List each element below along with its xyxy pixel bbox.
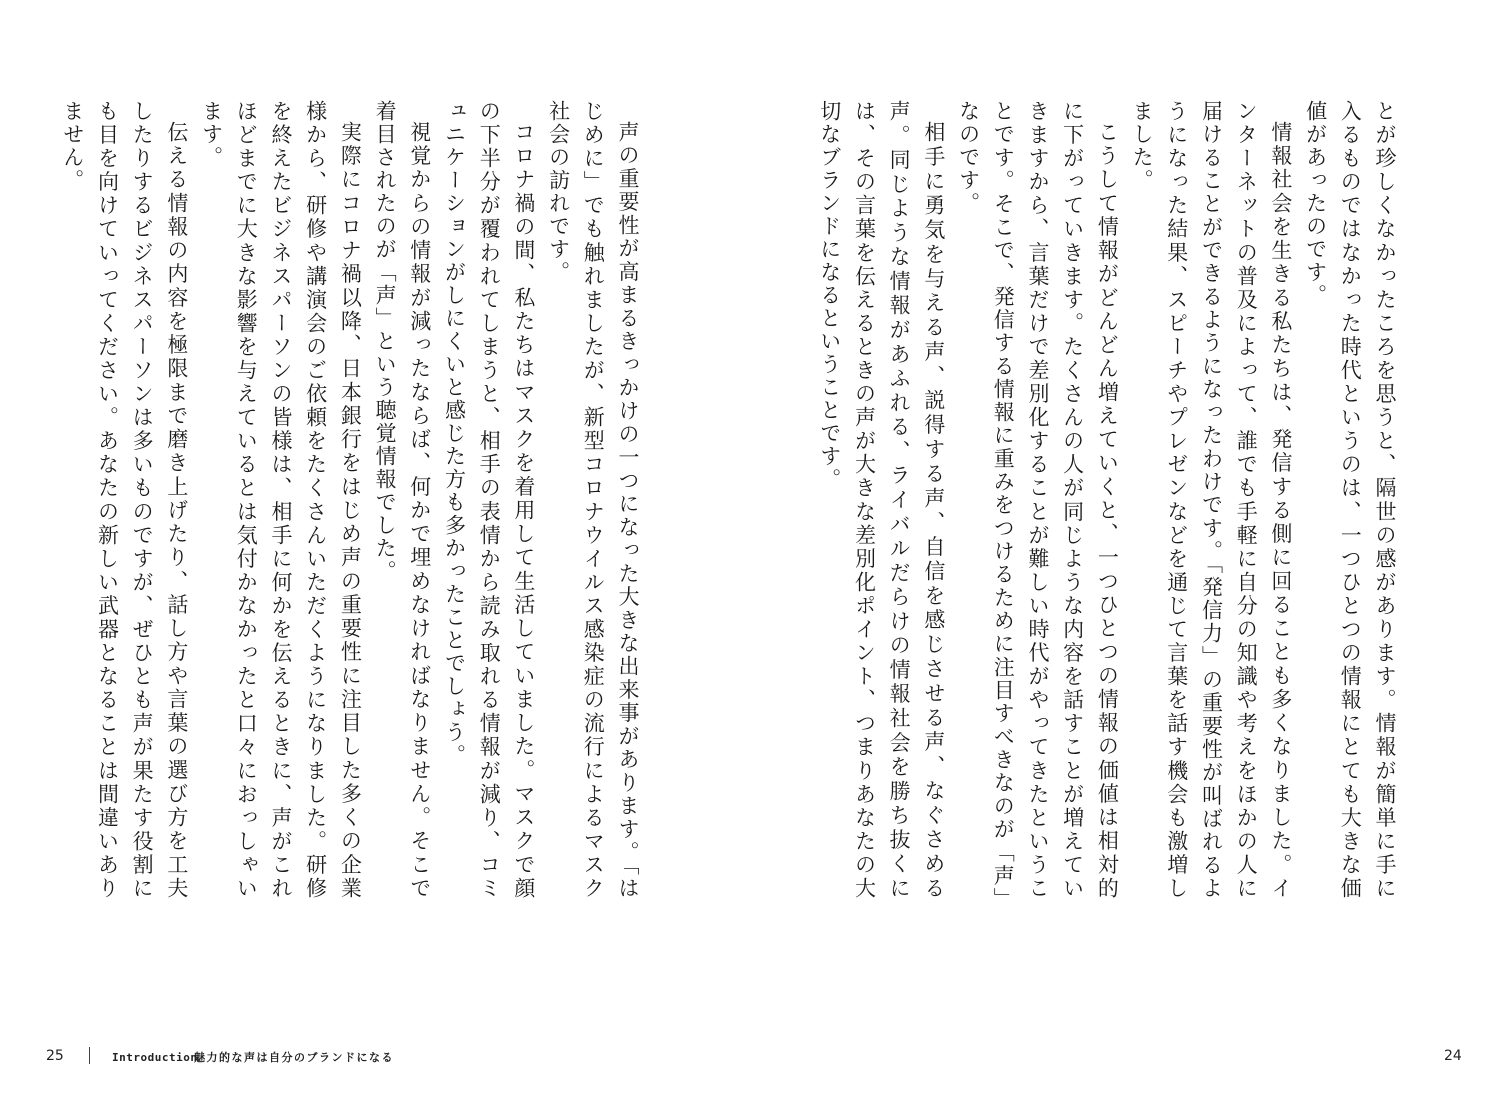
right-paragraph-3: こうして情報がどんどん増えていくと、一つひとつの情報の価値は相対的に下がっていきます。たくさんの人が同じような内容を話すことが増えていきますから、言葉だけで差別化することが難しい時代がやってきたということです。そこで、発信する情報に重みをつけるために注目すべきなのが「声」なのです。 <box>956 100 1120 900</box>
running-footer-title: 魅力的な声は自分のブランドになる <box>194 1051 394 1064</box>
right-page-body-text <box>817 100 1402 900</box>
left-paragraph-2: コロナ禍の間、私たちはマスクを着用して生活していました。マスクで顔の下半分が覆われてしまうと、相手の表情から読み取れる情報が減り、コミュニケーションがしにくいと感じた方も多かったことでしょう。 <box>442 100 536 900</box>
left-page-number: 25 <box>46 1048 64 1064</box>
right-paragraph-4: 相手に勇気を与える声、説得する声、自信を感じさせる声、なぐさめる声。同じような情報があふれる、ライバルだらけの情報社会を勝ち抜くには、その言葉を伝えるときの声が大きな差別化ポイント、つまりあなたの大切なブランドになるということです。 <box>817 100 946 900</box>
left-paragraph-3: 視覚からの情報が減ったならば、何かで埋めなければなりません。そこで着目されたのが「声」という聴覚情報でした。 <box>373 100 432 900</box>
left-paragraph-4: 実際にコロナ禍以降、日本銀行をはじめ声の重要性に注目した多くの企業様から、研修や講演会のご依頼をたくさんいただくようになりました。研修を終えたビジネスパーソンの皆様は、相手に何かを伝えるときに、声がこれほどまでに大きな影響を与えているとは気付かなかったと口々におっしゃいます。 <box>199 100 363 900</box>
left-paragraph-5: 伝える情報の内容を極限まで磨き上げたり、話し方や言葉の選び方を工夫したりするビジネスパーソンは多いものですが、ぜひとも声が果たす役割にも目を向けていってください。あなたの新しい武器となることは間違いありません。 <box>60 100 189 900</box>
left-page-body-text <box>60 100 645 900</box>
left-paragraph-1: 声の重要性が高まるきっかけの一つになった大きな出来事があります。「はじめに」でも触れましたが、新型コロナウイルス感染症の流行によるマスク社会の訪れです。 <box>546 100 640 900</box>
footer-divider <box>89 1047 90 1064</box>
right-paragraph-1: とが珍しくなかったころを思うと、隔世の感があります。情報が簡単に手に入るものではなかった時代というのは、一つひとつの情報にとても大きな価値があったのです。 <box>1303 100 1397 900</box>
running-footer-section: Introduction <box>112 1051 198 1064</box>
right-page-number: 24 <box>1444 1048 1462 1064</box>
right-paragraph-2: 情報社会を生きる私たちは、発信する側に回ることも多くなりました。インターネットの普及によって、誰でも手軽に自分の知識や考えをほかの人に届けることができるようになったわけです。「発信力」の重要性が叫ばれるようになった結果、スピーチやプレゼンなどを通じて言葉を話す機会も激増しました。 <box>1130 100 1293 900</box>
